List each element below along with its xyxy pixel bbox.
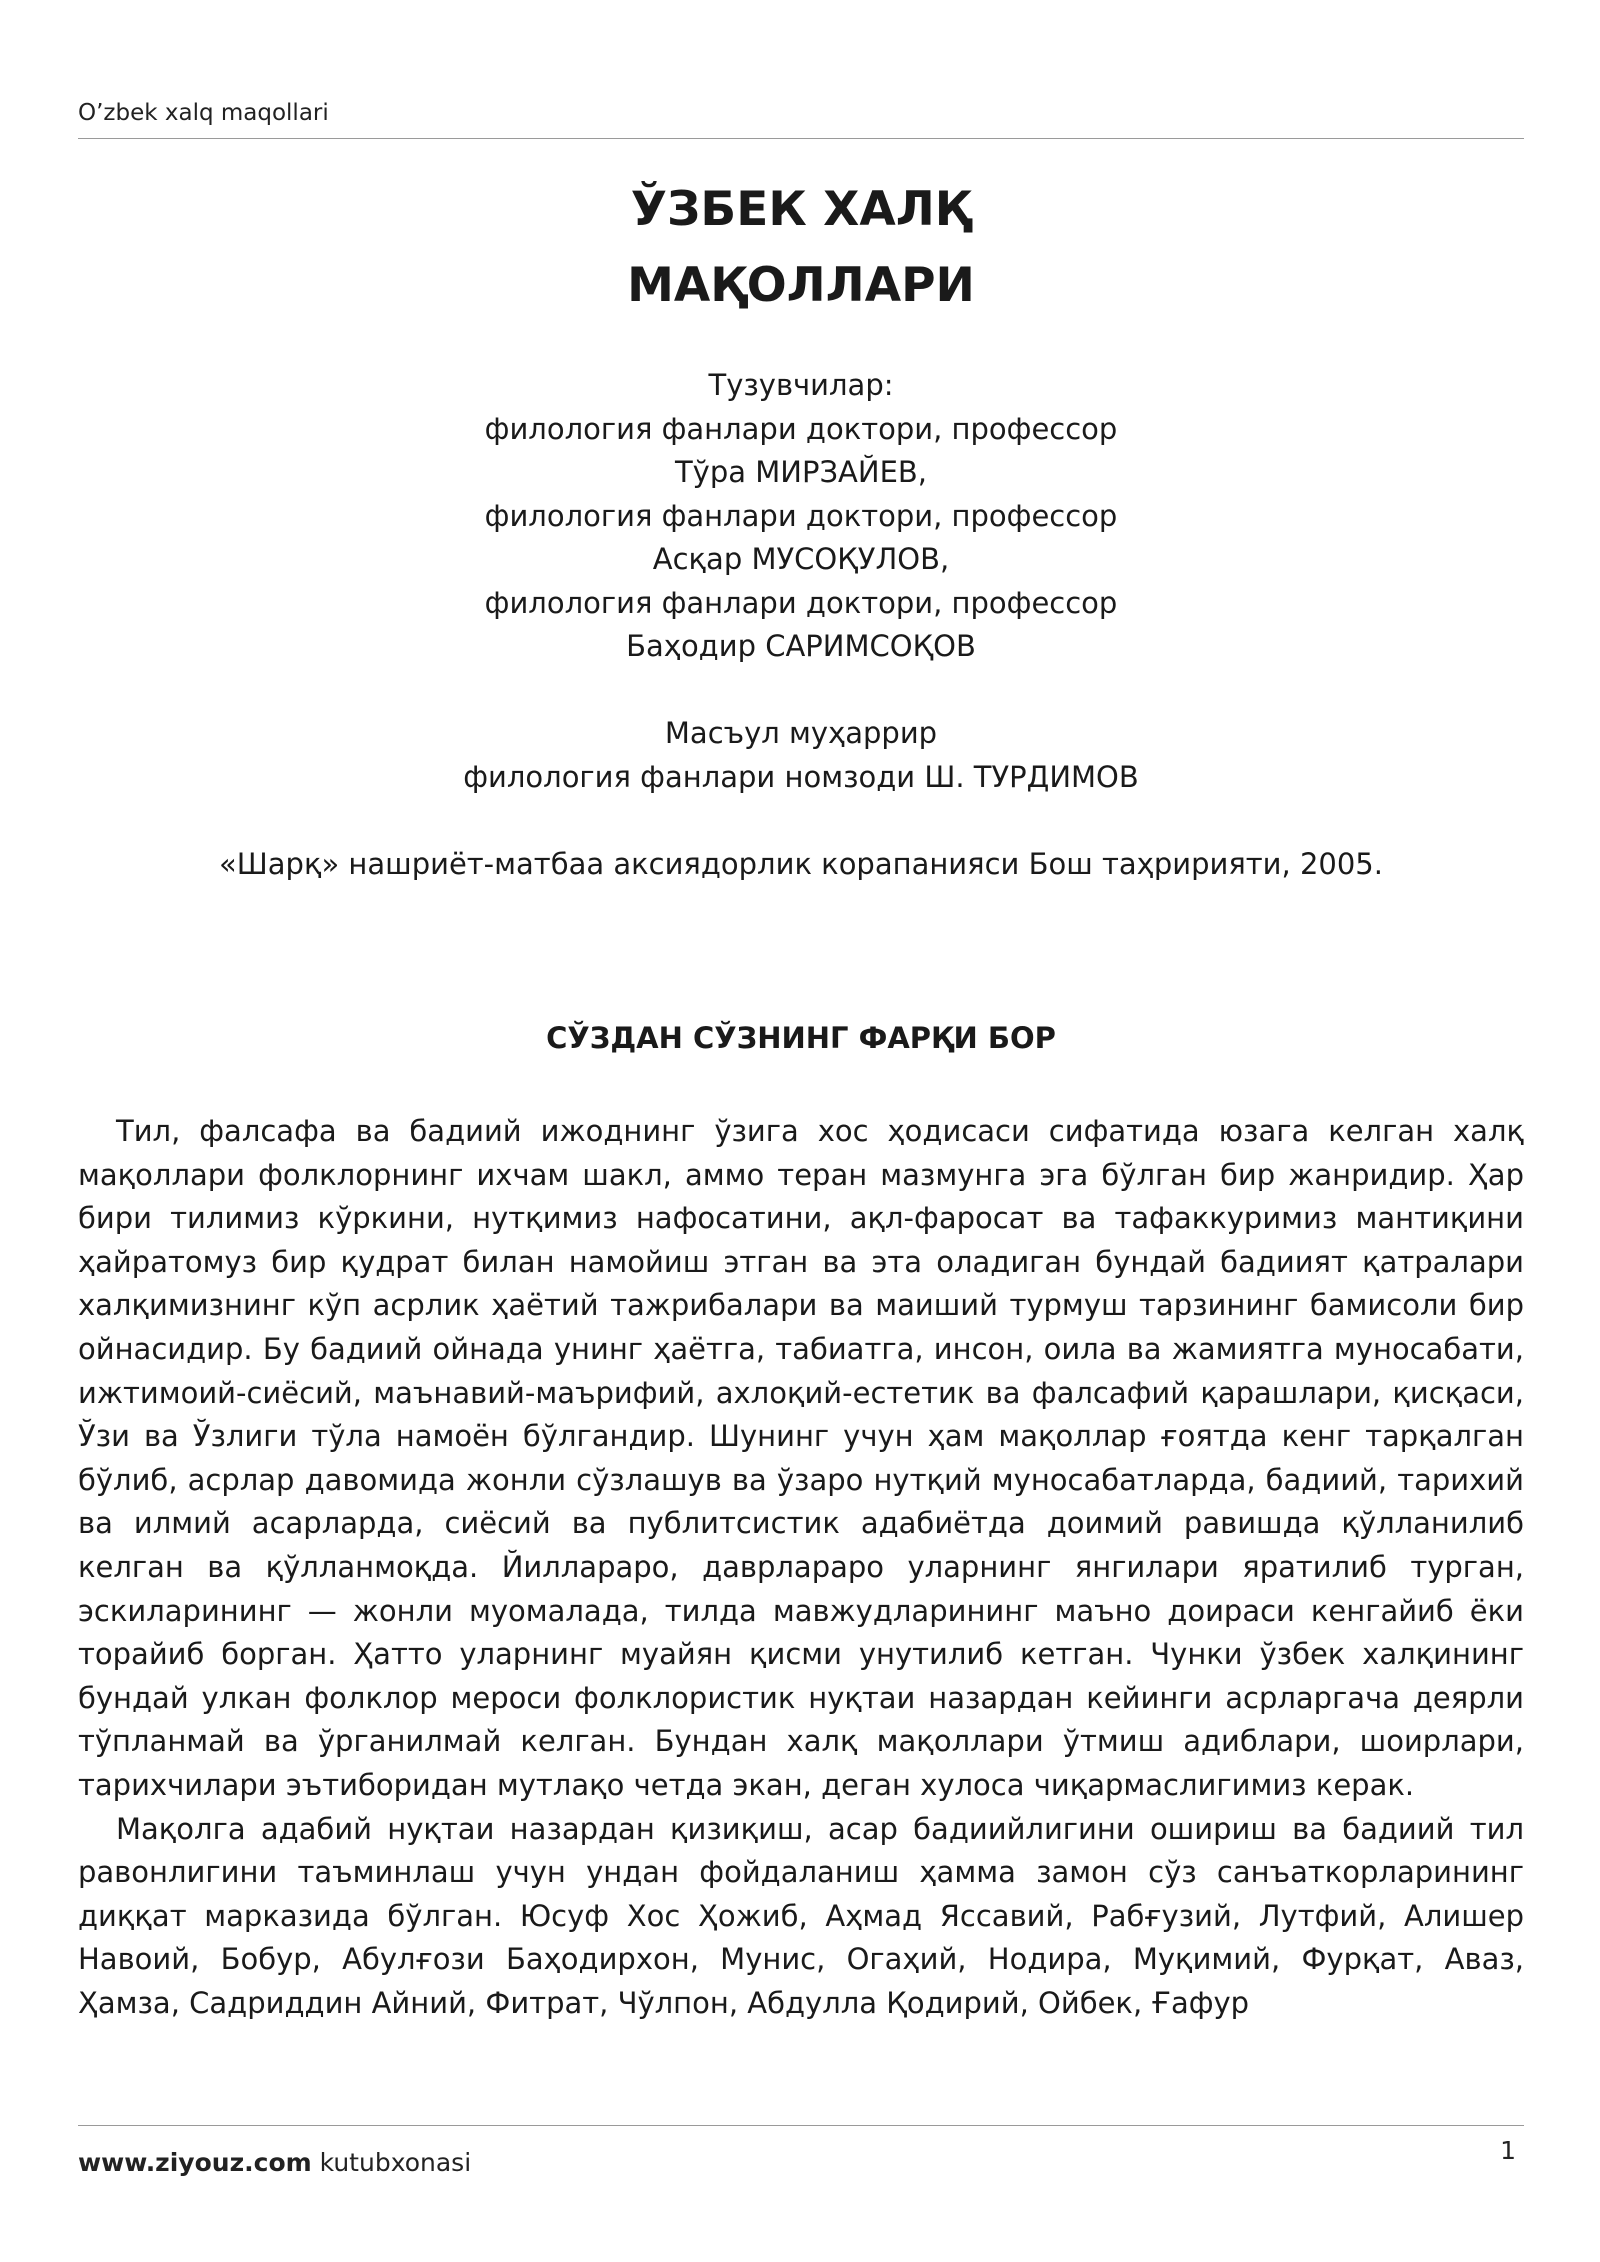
footer-source: [78, 2148, 471, 2177]
header-divider: [78, 138, 1524, 139]
footer-divider: [78, 2125, 1524, 2126]
compiler-2-name: Асқар МУСОҚУЛОВ,: [652, 542, 950, 576]
compiler-1-name: Тўра МИРЗАЙЕВ,: [674, 455, 928, 489]
editor-label: Масъул муҳаррир: [664, 716, 938, 750]
body-paragraph-2: Мақолга адабий нуқтаи назардан қизиқиш, асар бадиийлигини ошириш ва бадиий тил равонлигини таъминлаш учун ундан фойдаланиш ҳамма замон сўз санъаткорларининг диққат марказида бўлган. Юсуф Хос Ҳожиб, Аҳмад Яссавий, Рабғузий, Лутфий, Алишер Навоий, Бобур, Абулғози Баҳодирхон, Мунис, Огаҳий, Нодира, Муқимий, Фурқат, Аваз, Ҳамза, Садриддин Айний, Фитрат, Чўлпон, Абдулла Қодирий, Ойбек, Ғафур: [78, 1811, 1524, 2020]
compiler-1-degree: филология фанлари доктори, профессор: [484, 411, 1118, 446]
page-number: 1: [1500, 2136, 1516, 2165]
book-title-line-2: МАҚОЛЛАРИ: [627, 258, 975, 313]
compiler-2-degree: филология фанлари доктори, профессор: [484, 498, 1118, 533]
book-title-line-1: ЎЗБЕК ХАЛҚ: [630, 182, 972, 237]
credits-spacer: [78, 799, 1524, 843]
body-paragraph-1: Тил, фалсафа ва бадиий ижоднинг ўзига хос ҳодисаси сифатида юзага келган халқ мақоллари фолклорнинг ихчам шакл, аммо теран мазмунга эга бўлган бир жанридир. Ҳар бири тилимиз кўркини, нутқимиз нафосатини, ақл-фаросат ва тафаккуримиз мантиқини ҳайратомуз бир қудрат билан намойиш этган ва эта оладиган бундай бадиият қатралари халқимизнинг кўп асрлик ҳаётий тажрибалари ва маиший турмуш тарзининг бамисоли бир ойнасидир. Бу бадиий ойнада унинг ҳаётга, табиатга, инсон, оила ва жамиятга муносабати, ижтимоий-сиёсий, маънавий-маърифий, ахлоқий-естетик ва фалсафий қарашлари, қисқаси, Ўзи ва Ўзлиги тўла намоён бўлгандир. Шунинг учун ҳам мақоллар ғоятда кенг тарқалган бўлиб, асрлар давомида жонли сўзлашув ва ўзаро нутқий муносабатларда, бадиий, тарихий ва илмий асарларда, сиёсий ва публитсистик адабиётда доимий равишда қўлланилиб келган ва қўлланмоқда. Йиллараро, даврлараро уларнинг янгилари яратилиб турган, эскиларининг — жонли муомалада, тилда мавжудларининг маъно доираси кенгайиб ёки торайиб борган. Ҳатто уларнинг муайян қисми унутилиб кетган. Чунки ўзбек халқининг бундай улкан фолклор мероси фолклористик нуқтаи назардан кейинги асрларгача деярли тўпланмай ва ўрганилмай келган. Бундан халқ мақоллари ўтмиш адиблари, шоирлари, тарихчилари эътиборидан мутлақо четда экан, деган хулоса чиқармаслигимиз керак.: [78, 1114, 1524, 1802]
book-title: [78, 172, 1524, 324]
running-header: O’zbek xalq maqollari: [78, 100, 329, 126]
compiler-3-degree: филология фанлари доктори, профессор: [484, 585, 1118, 620]
body-text: [78, 1110, 1524, 2025]
compiler-3-name: Баҳодир САРИМСОҚОВ: [626, 629, 976, 663]
footer-suffix: kutubxonasi: [311, 2148, 472, 2177]
credits-spacer: [78, 669, 1524, 713]
credits-block: [78, 364, 1524, 886]
publisher-line: «Шарқ» нашриёт-матбаа аксиядорлик корапанияси Бош таҳририяти, 2005.: [219, 846, 1383, 881]
compilers-label: Тузувчилар:: [708, 368, 894, 402]
footer-site-link[interactable]: www.ziyouz.com: [78, 2148, 312, 2177]
section-title: СЎЗДАН СЎЗНИНГ ФАРҚИ БОР: [546, 1021, 1056, 1055]
editor-name: филология фанлари номзоди Ш. ТУРДИМОВ: [463, 759, 1139, 794]
